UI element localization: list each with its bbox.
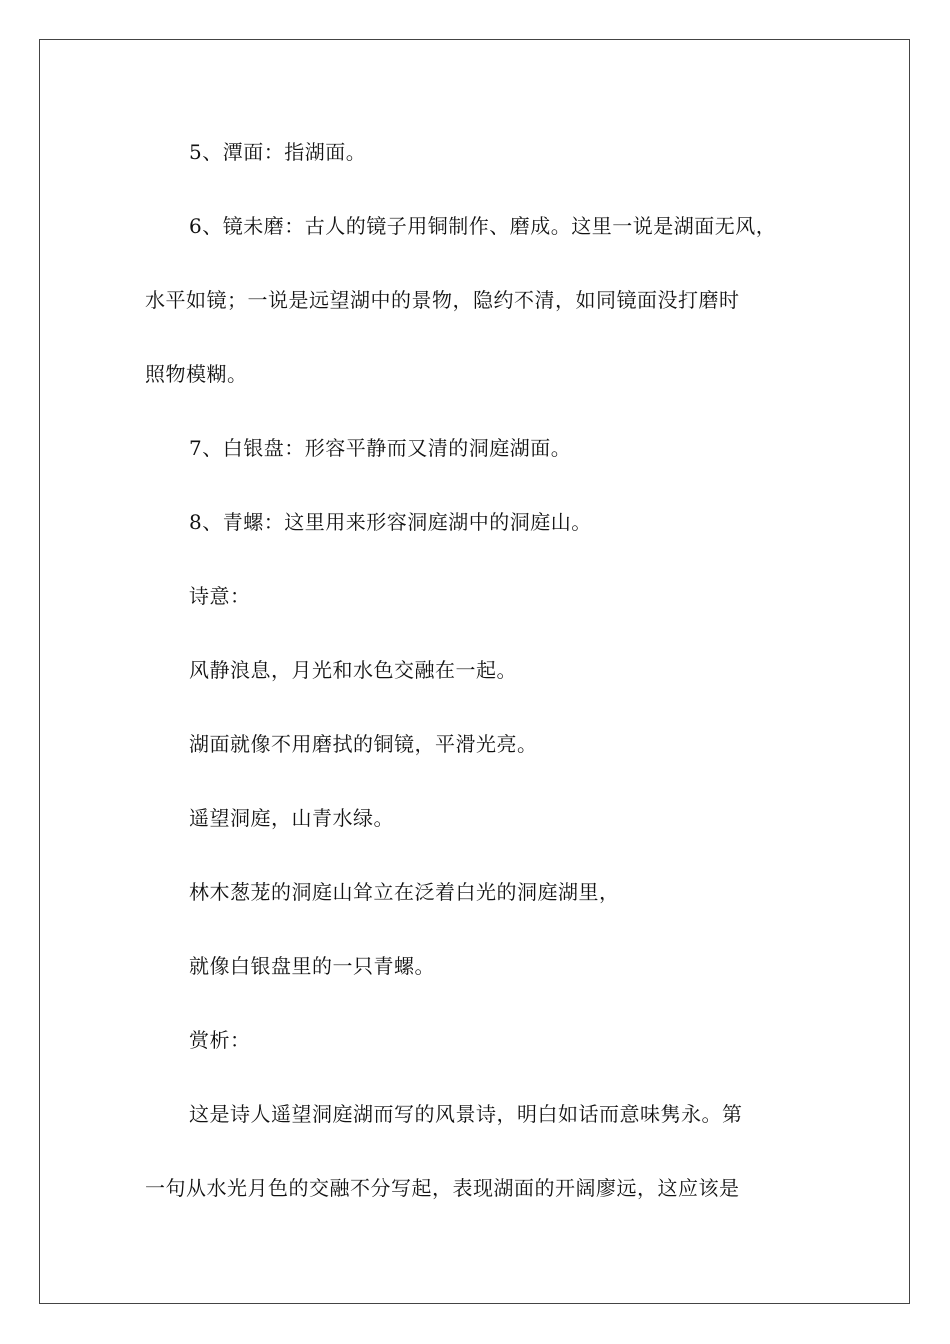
note-5: 5、潭面：指湖面。 xyxy=(189,140,367,164)
meaning-line-3: 遥望洞庭，山青水绿。 xyxy=(189,806,394,830)
section-heading-appreciation: 赏析： xyxy=(189,1028,251,1052)
appreciation-line-2: 一句从水光月色的交融不分写起，表现湖面的开阔廖远，这应该是 xyxy=(145,1176,740,1200)
note-8: 8、青螺：这里用来形容洞庭湖中的洞庭山。 xyxy=(189,510,592,534)
note-6-line-2: 水平如镜；一说是远望湖中的景物，隐约不清，如同镜面没打磨时 xyxy=(145,288,740,312)
section-heading-meaning: 诗意： xyxy=(189,584,251,608)
meaning-line-1: 风静浪息，月光和水色交融在一起。 xyxy=(189,658,517,682)
appreciation-line-1: 这是诗人遥望洞庭湖而写的风景诗，明白如话而意味隽永。第 xyxy=(189,1102,743,1126)
note-6-line-3: 照物模糊。 xyxy=(145,362,248,386)
meaning-line-5: 就像白银盘里的一只青螺。 xyxy=(189,954,435,978)
meaning-line-4: 林木葱茏的洞庭山耸立在泛着白光的洞庭湖里， xyxy=(189,880,620,904)
meaning-line-2: 湖面就像不用磨拭的铜镜，平滑光亮。 xyxy=(189,732,538,756)
note-6-line-1: 6、镜未磨：古人的镜子用铜制作、磨成。这里一说是湖面无风， xyxy=(189,214,777,238)
note-7: 7、白银盘：形容平静而又清的洞庭湖面。 xyxy=(189,436,572,460)
